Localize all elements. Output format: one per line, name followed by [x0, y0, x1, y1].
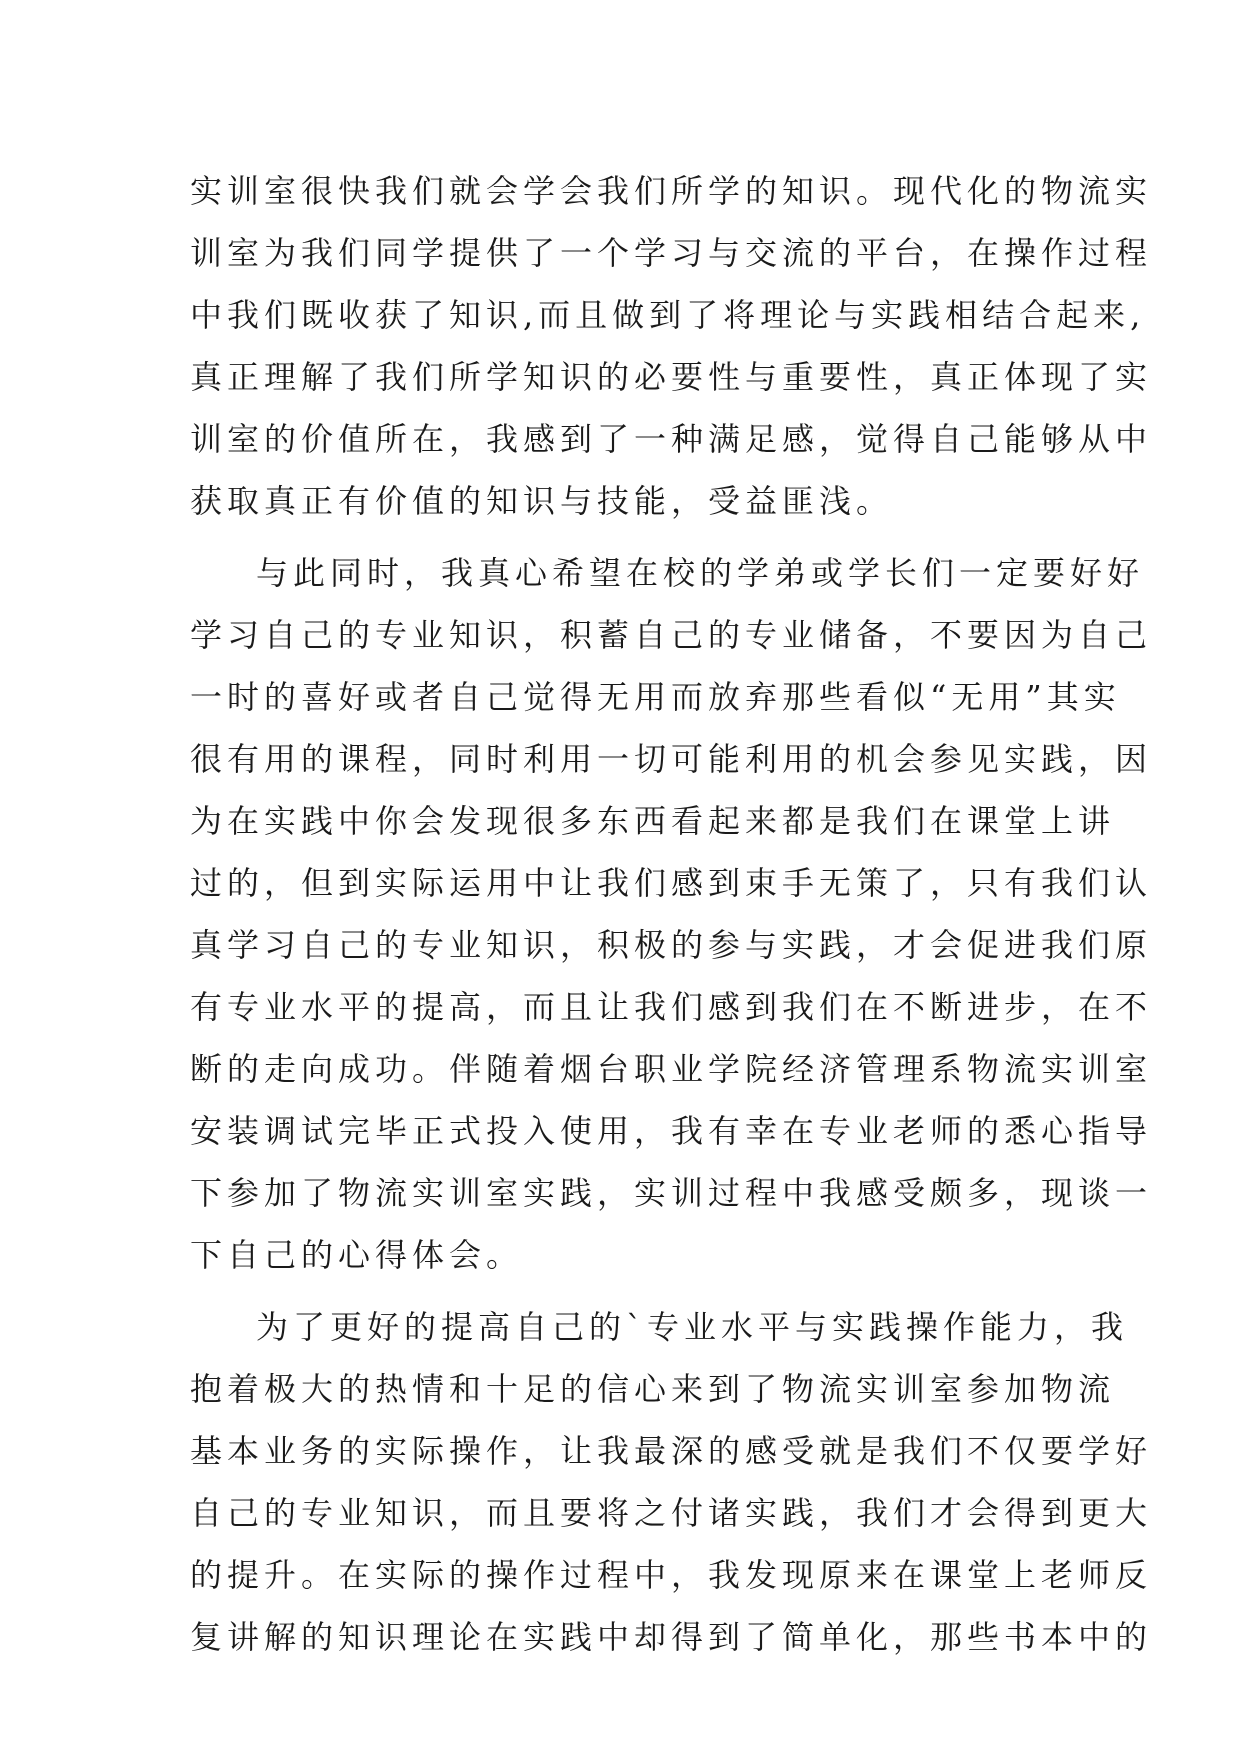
paragraph-first-line: 为了更好的提高自己的`专业水平与实践操作能力，我 [256, 1308, 1129, 1346]
text-line: 实训室很快我们就会学会我们所学的知识。现代化的物流实 [190, 172, 1153, 210]
text-line: 有专业水平的提高，而且让我们感到我们在不断进步，在不 [190, 988, 1153, 1026]
text-line: 学习自己的专业知识，积蓄自己的专业储备，不要因为自己 [190, 616, 1153, 654]
text-line: 的提升。在实际的操作过程中，我发现原来在课堂上老师反 [190, 1556, 1153, 1594]
text-line: 过的，但到实际运用中让我们感到束手无策了，只有我们认 [190, 864, 1153, 902]
body-text [190, 160, 1153, 1668]
paragraph-first-line: 与此同时，我真心希望在校的学弟或学长们一定要好好 [256, 554, 1145, 592]
text-line: 真正理解了我们所学知识的必要性与重要性，真正体现了实 [190, 358, 1153, 396]
text-line: 获取真正有价值的知识与技能，受益匪浅。 [190, 482, 894, 520]
text-line: 自己的专业知识，而且要将之付诸实践，我们才会得到更大 [190, 1494, 1153, 1532]
text-line: 下参加了物流实训室实践，实训过程中我感受颇多，现谈一 [190, 1174, 1153, 1212]
text-line: 训室为我们同学提供了一个学习与交流的平台，在操作过程 [190, 234, 1153, 272]
text-line: 复讲解的知识理论在实践中却得到了简单化，那些书本中的 [190, 1618, 1153, 1656]
text-line: 一时的喜好或者自己觉得无用而放弃那些看似“无用”其实 [190, 678, 1121, 716]
text-line: 真学习自己的专业知识，积极的参与实践，才会促进我们原 [190, 926, 1153, 964]
text-line: 基本业务的实际操作，让我最深的感受就是我们不仅要学好 [190, 1432, 1153, 1470]
text-line: 断的走向成功。伴随着烟台职业学院经济管理系物流实训室 [190, 1050, 1153, 1088]
text-line: 训室的价值所在，我感到了一种满足感，觉得自己能够从中 [190, 420, 1153, 458]
text-line: 中我们既收获了知识,而且做到了将理论与实践相结合起来, [190, 296, 1146, 334]
text-line: 下自己的心得体会。 [190, 1236, 524, 1274]
text-line: 很有用的课程，同时利用一切可能利用的机会参见实践，因 [190, 740, 1153, 778]
text-line: 安装调试完毕正式投入使用，我有幸在专业老师的悉心指导 [190, 1112, 1153, 1150]
text-line: 抱着极大的热情和十足的信心来到了物流实训室参加物流 [190, 1370, 1116, 1408]
text-line: 为在实践中你会发现很多东西看起来都是我们在课堂上讲 [190, 802, 1116, 840]
